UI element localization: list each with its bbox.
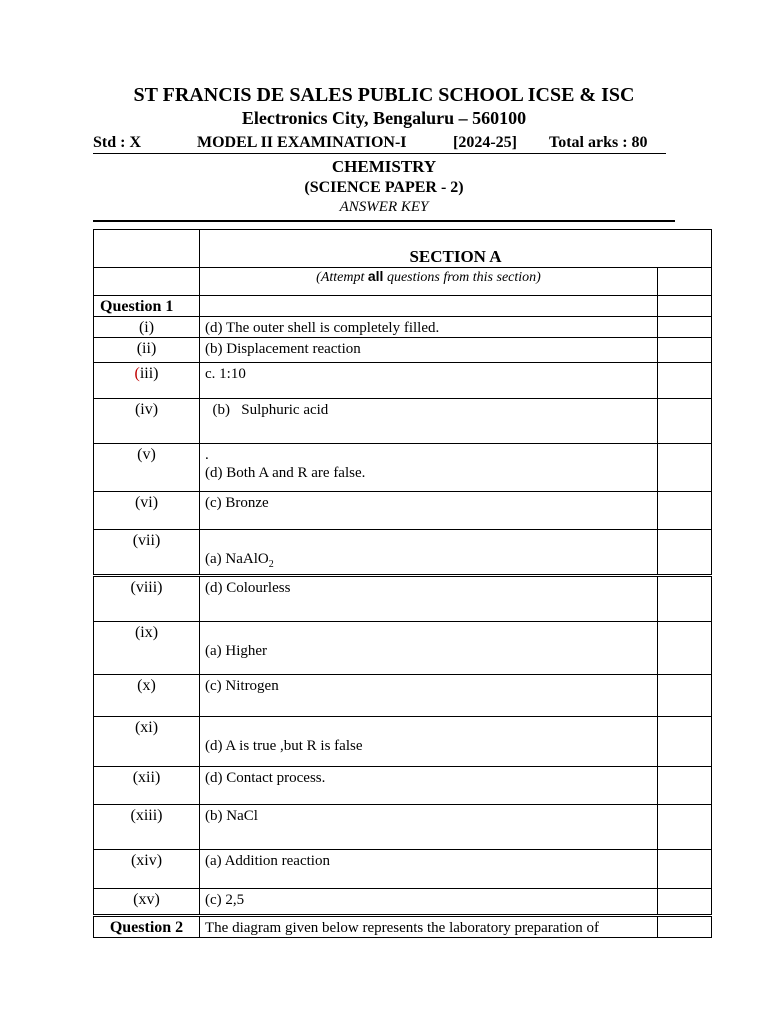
item-number: (xiv): [94, 850, 200, 889]
item-number: (ii): [94, 338, 200, 363]
item-answer: c. 1:10: [200, 363, 658, 399]
exam-name: MODEL II EXAMINATION-I: [197, 134, 407, 151]
table-row: [94, 338, 712, 363]
table-row: [94, 492, 712, 530]
item-number: (v): [94, 444, 200, 492]
item-answer: (a) Addition reaction: [200, 850, 658, 889]
table-row: [94, 530, 712, 576]
item-answer: (a) NaAlO$_2$: [200, 530, 658, 576]
item-answer: (c) Nitrogen: [200, 675, 658, 717]
item-answer: (c) 2,5: [200, 889, 658, 916]
std-label: Std : X: [93, 134, 142, 151]
table-row: [94, 889, 712, 916]
item-number: (viii): [94, 576, 200, 622]
item-number: (iii): [94, 363, 200, 399]
table-row: [94, 622, 712, 675]
question-2-row: [94, 916, 712, 938]
item-answer: (b) NaCl: [200, 805, 658, 850]
question-2-label: Question 2: [94, 916, 200, 938]
item-answer: (b) Displacement reaction: [200, 338, 658, 363]
answer-key-label: ANSWER KEY: [339, 199, 429, 215]
table-row: [94, 767, 712, 805]
subject-title: CHEMISTRY: [331, 157, 437, 176]
question-2-text: The diagram given below represents the laboratory preparation of: [200, 916, 658, 938]
table-row: [94, 576, 712, 622]
item-answer: (d) Colourless: [200, 576, 658, 622]
item-answer: (d) A is true ,but R is false: [200, 717, 658, 767]
item-number: (i): [94, 317, 200, 338]
item-answer: (b) Sulphuric acid: [200, 399, 658, 444]
table-row: [94, 363, 712, 399]
section-title-row: [94, 230, 712, 268]
total-marks: Total arks : 80: [549, 134, 648, 151]
table-row: [94, 317, 712, 338]
table-row: [94, 717, 712, 767]
table-row: [94, 444, 712, 492]
item-number: (vi): [94, 492, 200, 530]
item-number: (xiii): [94, 805, 200, 850]
item-number: (xii): [94, 767, 200, 805]
school-name: ST FRANCIS DE SALES PUBLIC SCHOOL ICSE & ISC: [133, 84, 635, 106]
item-number: (xi): [94, 717, 200, 767]
exam-info-line: [93, 133, 666, 154]
section-instruction-row: [94, 268, 712, 296]
table-row: [94, 850, 712, 889]
question-1-row: [94, 296, 712, 317]
school-address: Electronics City, Bengaluru – 560100: [241, 108, 527, 128]
item-number: (ix): [94, 622, 200, 675]
section-instruction: (Attempt all questions from this section): [316, 268, 541, 285]
item-answer: (d) The outer shell is completely filled.: [200, 317, 658, 338]
question-1-label: Question 1: [94, 296, 200, 317]
table-row: [94, 399, 712, 444]
header-rule: [93, 220, 675, 222]
item-number: (x): [94, 675, 200, 717]
exam-year: [2024-25]: [453, 134, 517, 151]
item-number: (iv): [94, 399, 200, 444]
table-row: [94, 805, 712, 850]
item-answer: (c) Bronze: [200, 492, 658, 530]
section-title: SECTION A: [409, 247, 502, 266]
item-number: (vii): [94, 530, 200, 576]
answer-table: [93, 229, 712, 938]
item-answer: . (d) Both A and R are false.: [200, 444, 658, 492]
item-number: (xv): [94, 889, 200, 916]
item-answer: (d) Contact process.: [200, 767, 658, 805]
paper-title: (SCIENCE PAPER - 2): [304, 179, 464, 196]
item-answer: (a) Higher: [200, 622, 658, 675]
table-row: [94, 675, 712, 717]
